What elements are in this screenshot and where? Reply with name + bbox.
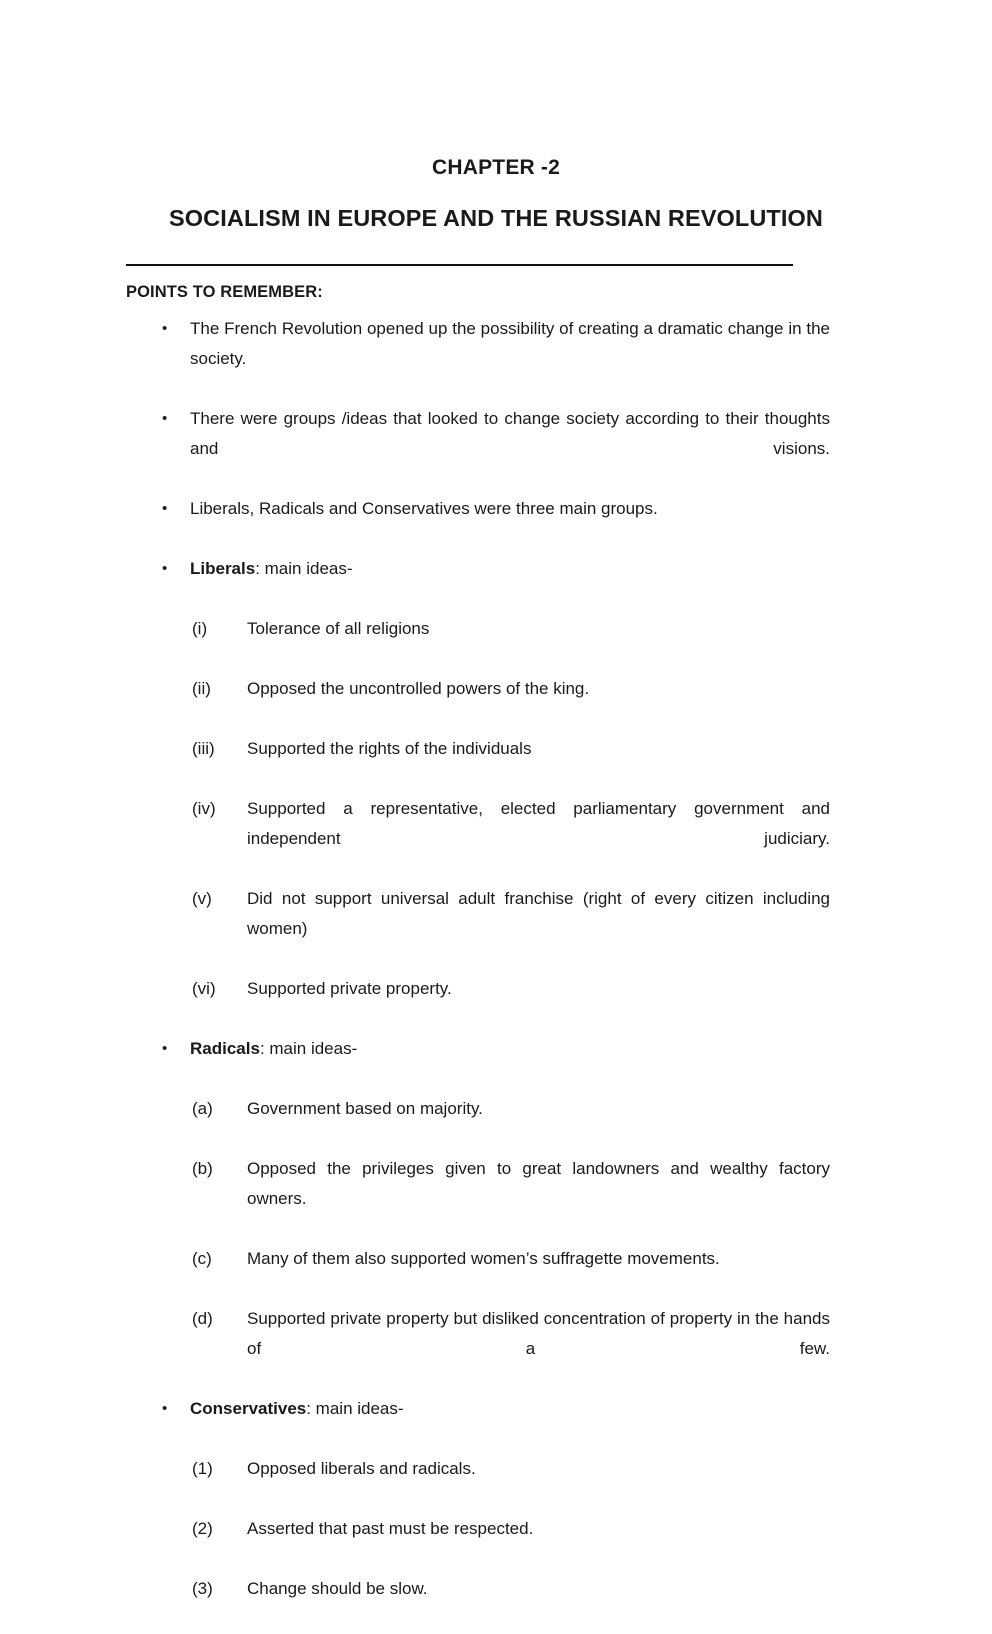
- group-name: Conservatives: [190, 1399, 307, 1418]
- sub-item: [126, 1514, 830, 1574]
- points-to-remember-section: [126, 283, 830, 1634]
- page-title: SOCIALISM IN EUROPE AND THE RUSSIAN REVOLUTION: [169, 205, 823, 232]
- sub-item: [126, 1304, 830, 1394]
- group-item: [126, 1394, 830, 1454]
- group-sub-list: [126, 1454, 830, 1634]
- group-sub-list: [126, 614, 830, 1034]
- bullet-icon: •: [162, 410, 168, 427]
- sub-item-marker: (ii): [192, 679, 211, 698]
- point-text: Liberals, Radicals and Conservatives were three main groups.: [190, 499, 658, 518]
- sub-item: [126, 794, 830, 884]
- point-item: [126, 494, 830, 554]
- sub-item-marker: (iii): [192, 739, 215, 758]
- group-suffix: : main ideas-: [306, 1399, 404, 1418]
- point-text: There were groups /ideas that looked to change society according to their thoughts and visions.: [190, 409, 830, 458]
- sub-item-text: Opposed the uncontrolled powers of the king.: [247, 679, 590, 698]
- point-item: [126, 314, 830, 404]
- sub-item: [126, 614, 830, 674]
- bullet-icon: •: [162, 1040, 168, 1057]
- group-suffix: : main ideas-: [255, 559, 353, 578]
- section-label: POINTS TO REMEMBER:: [126, 283, 323, 301]
- bullet-icon: •: [162, 500, 168, 517]
- sub-item-text: Asserted that past must be respected.: [247, 1519, 534, 1538]
- sub-item-text: Opposed liberals and radicals.: [247, 1459, 476, 1478]
- sub-item-marker: (iv): [192, 799, 216, 818]
- bullet-icon: •: [162, 560, 168, 577]
- sub-item: [126, 1454, 830, 1514]
- group-name: Radicals: [190, 1039, 260, 1058]
- horizontal-rule: [126, 264, 793, 266]
- point-text: The French Revolution opened up the possibility of creating a dramatic change in the society.: [190, 319, 830, 368]
- sub-item-marker: (b): [192, 1159, 213, 1178]
- sub-item: [126, 734, 830, 794]
- sub-item-marker: (1): [192, 1459, 213, 1478]
- sub-item-marker: (d): [192, 1309, 213, 1328]
- sub-item: [126, 1574, 830, 1634]
- bullet-icon: •: [162, 320, 168, 337]
- sub-item-marker: (2): [192, 1519, 213, 1538]
- sub-item-marker: (vi): [192, 979, 216, 998]
- sub-item: [126, 1154, 830, 1244]
- sub-item-marker: (v): [192, 889, 212, 908]
- sub-item-marker: (i): [192, 619, 208, 638]
- sub-item-text: Government based on majority.: [247, 1099, 483, 1118]
- sub-item-text: Change should be slow.: [247, 1579, 428, 1598]
- sub-item-text: Supported private property.: [247, 979, 452, 998]
- sub-item-marker: (3): [192, 1579, 213, 1598]
- sub-item: [126, 674, 830, 734]
- sub-item-marker: (c): [192, 1249, 212, 1268]
- sub-item-marker: (a): [192, 1099, 213, 1118]
- sub-item: [126, 974, 830, 1034]
- sub-item-text: Supported private property but disliked concentration of property in the hands of a few.: [247, 1309, 830, 1358]
- points-list: [126, 314, 830, 1634]
- sub-item-text: Many of them also supported women’s suffragette movements.: [247, 1249, 720, 1268]
- group-name: Liberals: [190, 559, 256, 578]
- group-item: [126, 554, 830, 614]
- group-item: [126, 1034, 830, 1094]
- sub-item-text: Opposed the privileges given to great landowners and wealthy factory owners.: [247, 1159, 830, 1208]
- sub-item-text: Supported the rights of the individuals: [247, 739, 532, 758]
- bullet-icon: •: [162, 1400, 168, 1417]
- sub-item-text: Did not support universal adult franchise (right of every citizen including women): [247, 889, 830, 938]
- sub-item: [126, 1244, 830, 1304]
- group-sub-list: [126, 1094, 830, 1394]
- sub-item: [126, 884, 830, 974]
- group-suffix: : main ideas-: [259, 1039, 358, 1058]
- sub-item-text: Supported a representative, elected parliamentary government and independent judiciary.: [247, 799, 830, 848]
- sub-item: [126, 1094, 830, 1154]
- chapter-heading: CHAPTER -2: [431, 156, 560, 179]
- sub-item-text: Tolerance of all religions: [247, 619, 430, 638]
- point-item: [126, 404, 830, 494]
